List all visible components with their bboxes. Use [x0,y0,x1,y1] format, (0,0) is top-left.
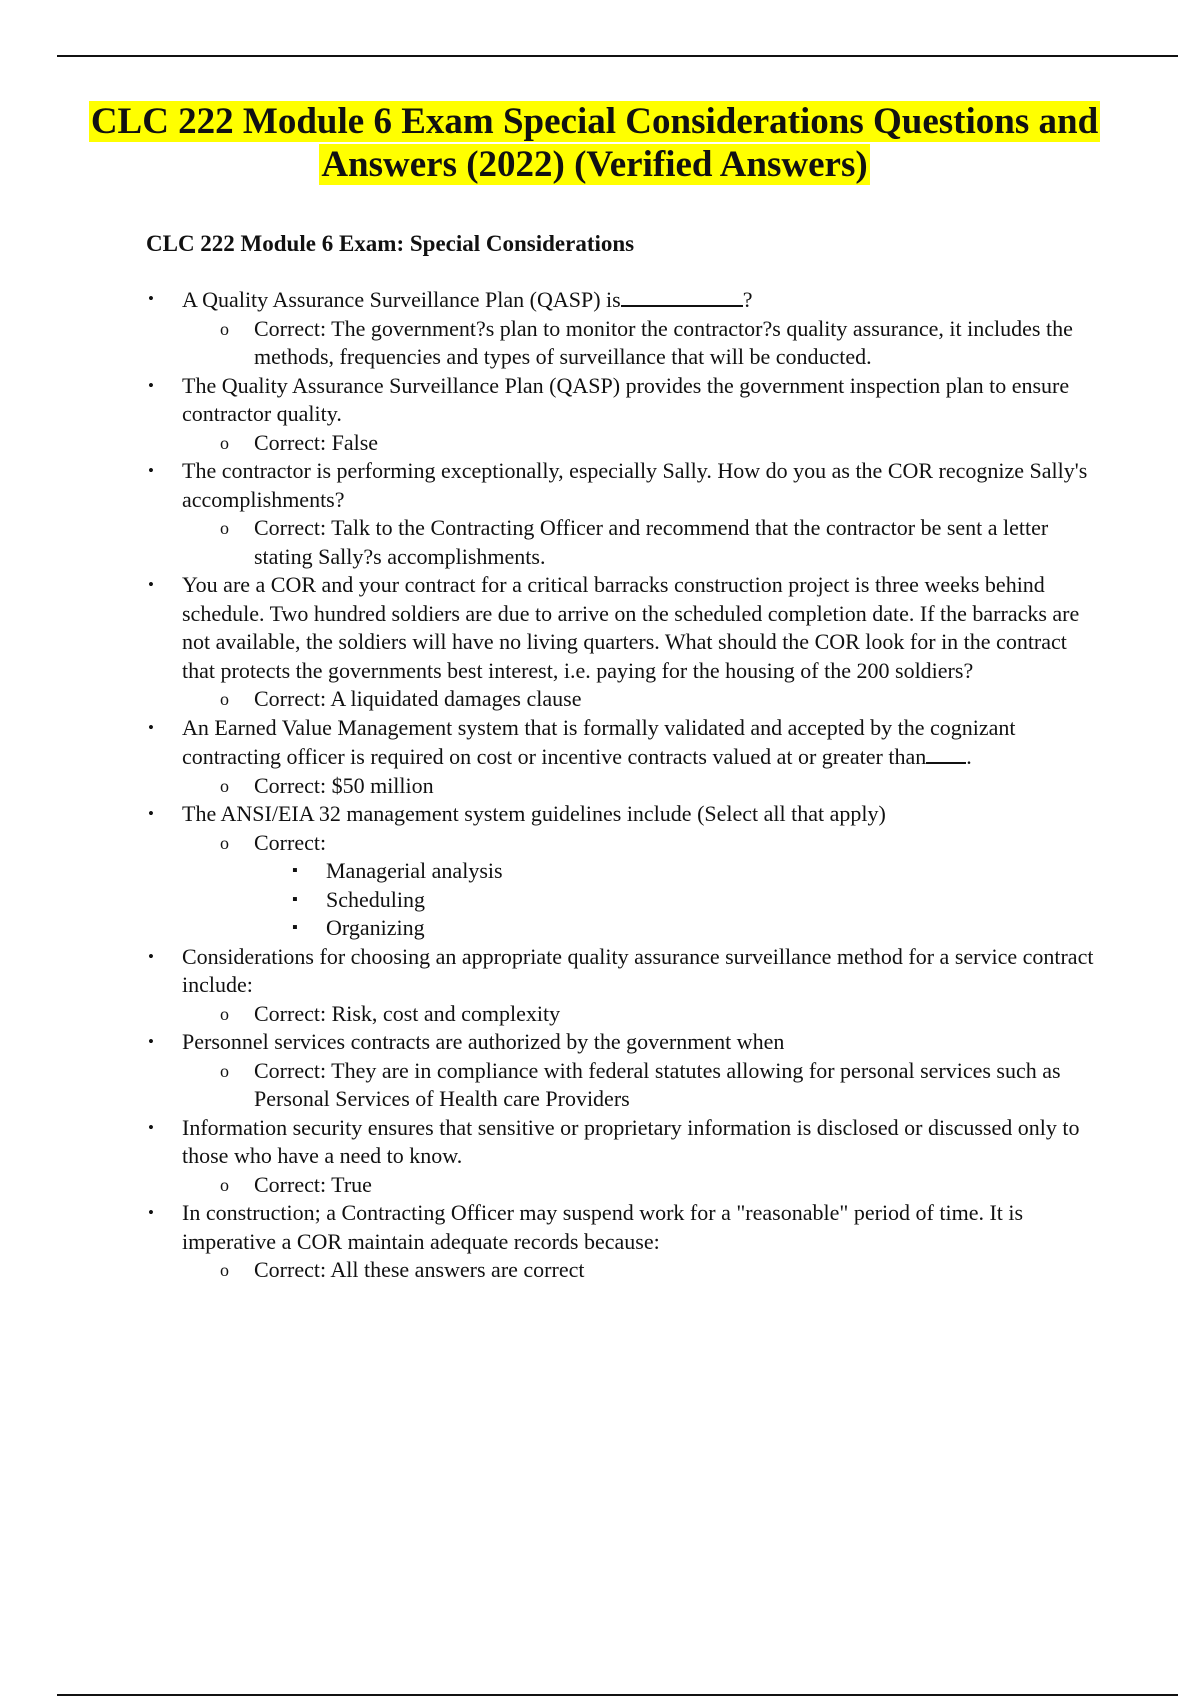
bullet-icon: • [148,1032,154,1051]
question-8: • Personnel services contracts are authorized by the government when [146,1028,1096,1057]
fill-in-blank [621,285,743,307]
answer-10: o Correct: All these answers are correct [146,1256,1096,1285]
bullet-icon: • [148,375,154,395]
square-bullet-icon: ▪ [292,862,298,879]
fill-in-blank [926,742,966,764]
sub-answer: ▪ Managerial analysis [146,857,1096,886]
bullet-icon: • [148,717,154,737]
circle-bullet-icon: o [220,432,229,453]
circle-bullet-icon: o [220,1174,229,1195]
bullet-icon: • [148,289,154,308]
section-heading: CLC 222 Module 6 Exam: Special Considerations [146,231,635,256]
square-bullet-icon: ▪ [292,890,298,908]
square-bullet-icon: ▪ [292,919,298,936]
question-3: • The contractor is performing exceptionally, especially Sally. How do you as the COR recognize Sally's accomplishments? [148,458,1088,512]
top-rule [57,55,1178,57]
bullet-icon: • [148,1203,154,1222]
question-6: • The ANSI/EIA 32 management system guidelines include (Select all that apply) [146,800,1096,829]
circle-bullet-icon: o [220,775,229,796]
answer-5: o Correct: $50 million [146,772,1096,801]
question-10: • In construction; a Contracting Officer may suspend work for a "reasonable" period of time. It is imperative a COR maintain adequate records because: [148,1200,1024,1254]
answer-1: o Correct: The government?s plan to monitor the contractor?s quality assurance, it includes the methods, frequencies and types of surveillance that will be conducted. [220,315,1073,369]
question-2: • The Quality Assurance Surveillance Plan (QASP) provides the government inspection plan to ensure contractor quality. [148,372,1070,426]
answer-8: o Correct: They are in compliance with federal statutes allowing for personal services such as Personal Services of Health care Providers [220,1057,1061,1111]
circle-bullet-icon: o [220,318,229,339]
answer-6: o Correct: [146,829,1096,858]
answer-9: o Correct: True [146,1171,1096,1200]
circle-bullet-icon: o [220,689,229,709]
answer-4: o Correct: A liquidated damages clause [146,685,1096,714]
circle-bullet-icon: o [220,1003,229,1024]
question-1: • A Quality Assurance Surveillance Plan (QASP) is ? [148,287,753,312]
answer-3: o Correct: Talk to the Contracting Officer and recommend that the contractor be sent a letter stating Sally?s accomplishments. [220,515,1049,569]
title-line-2: Answers (2022) (Verified Answers) [321,144,868,185]
circle-bullet-icon: o [220,832,229,853]
bullet-icon: • [148,575,154,594]
question-5: • An Earned Value Management system that is formally validated and accepted by the cognizant contracting officer is required on cost or incentive contracts valued at or greater than . [148,714,1016,769]
circle-bullet-icon: o [220,1260,229,1280]
circle-bullet-icon: o [220,518,229,538]
question-list [146,285,1096,1285]
question-4: • You are a COR and your contract for a critical barracks construction project is three weeks behind schedule. Two hundred soldiers are due to arrive on the scheduled completion date. If the barracks are not available, the soldiers will have no living quarters. What should the COR look for in the contract that protects the governments best interest, i.e. paying for the housing of the 200 soldiers? [148,572,1080,683]
title-line-1: CLC 222 Module 6 Exam Special Considerations Questions and [90,101,1099,142]
question-9: • Information security ensures that sensitive or proprietary information is disclosed or discussed only to those who have a need to know. [148,1114,1080,1168]
sub-answer: ▪ Organizing [146,914,1096,943]
answer-2: o Correct: False [146,429,1096,458]
bottom-rule [57,1694,1178,1696]
document-title [57,100,1132,186]
circle-bullet-icon: o [220,1060,229,1081]
bullet-icon: • [148,1117,154,1137]
bullet-icon: • [148,461,154,480]
answer-7: o Correct: Risk, cost and complexity [146,1000,1096,1029]
sub-answer: ▪ Scheduling [146,886,1096,915]
bullet-icon: • [148,946,154,966]
bullet-icon: • [148,804,154,823]
question-7: • Considerations for choosing an appropriate quality assurance surveillance method for a service contract include: [148,943,1094,997]
